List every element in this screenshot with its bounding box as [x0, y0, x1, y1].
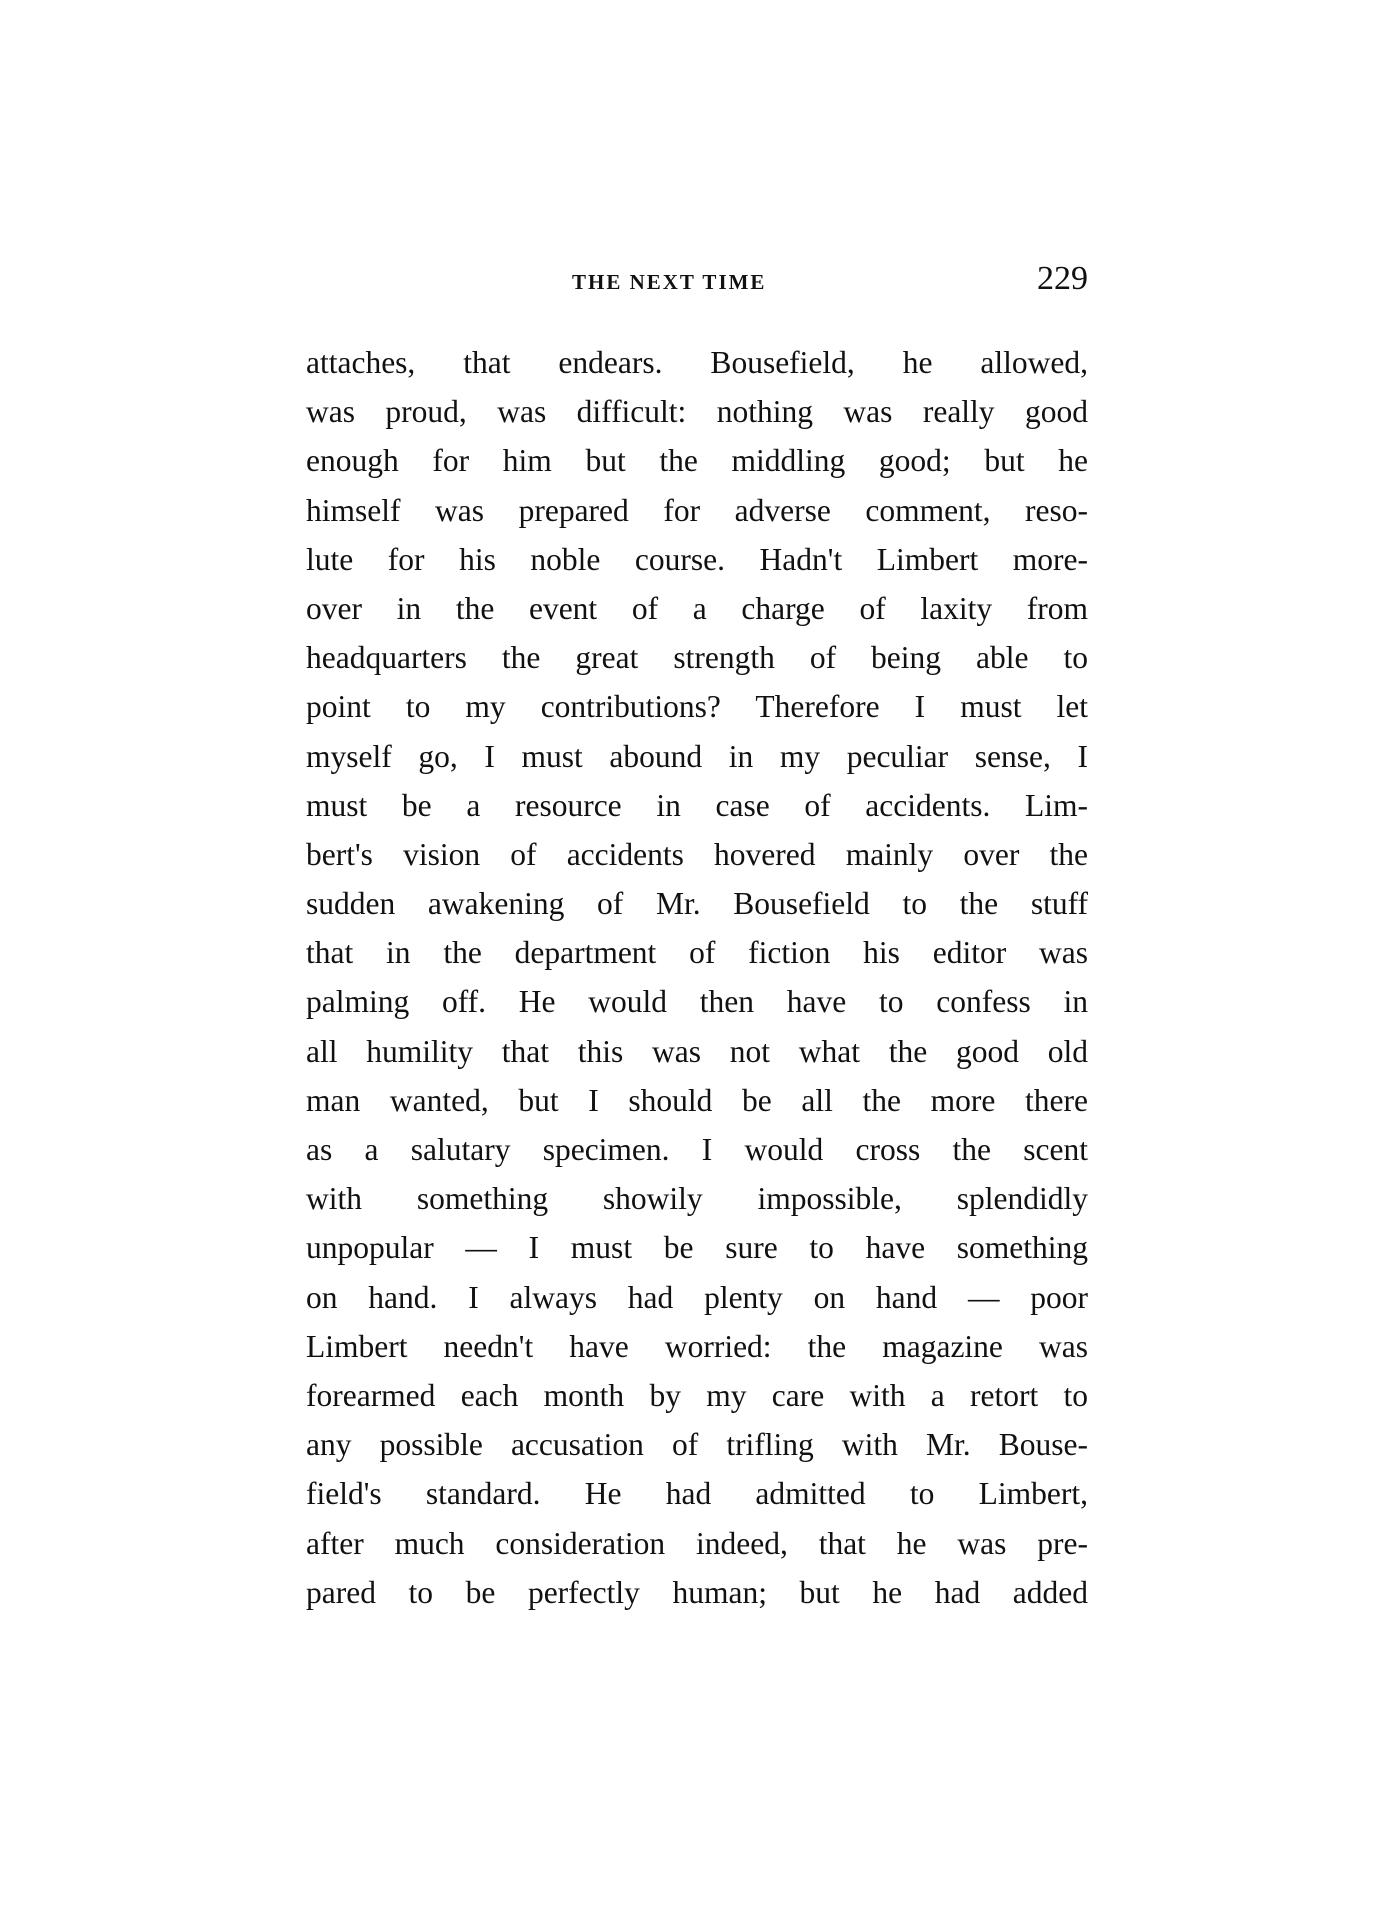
text-line: unpopular — I must be sure to have something: [306, 1230, 1088, 1266]
text-line: pared to be perfectly human; but he had added: [306, 1574, 1088, 1610]
text-line: man wanted, but I should be all the more there: [306, 1082, 1088, 1118]
text-line: as a salutary specimen. I would cross the scent: [306, 1132, 1088, 1167]
running-head: [306, 260, 1088, 306]
text-line: attaches, that endears. Bousefield, he allowed,: [306, 345, 1088, 380]
text-line: field's standard. He had admitted to Limbert,: [306, 1476, 1088, 1512]
text-line: bert's vision of accidents hovered mainly over the: [306, 836, 1088, 872]
text-line: any possible accusation of trifling with Mr. Bouse-: [306, 1427, 1088, 1463]
text-line: sudden awakening of Mr. Bousefield to the stuff: [306, 886, 1088, 922]
text-line: enough for him but the middling good; but he: [306, 443, 1088, 479]
text-line: himself was prepared for adverse comment, reso-: [306, 492, 1088, 528]
text-line: myself go, I must abound in my peculiar sense, I: [306, 738, 1088, 774]
text-line: after much consideration indeed, that he was pre-: [306, 1525, 1088, 1561]
page-number: 229: [1037, 260, 1088, 297]
body-text: [306, 338, 1088, 1617]
text-line: must be a resource in case of accidents. Lim-: [306, 787, 1088, 823]
text-line: with something showily impossible, splendidly: [306, 1181, 1088, 1217]
running-head-title: THE NEXT TIME: [572, 270, 767, 294]
text-line: palming off. He would then have to confess in: [306, 984, 1088, 1020]
text-line: point to my contributions? Therefore I must let: [306, 689, 1088, 725]
text-line: on hand. I always had plenty on hand — poor: [306, 1279, 1088, 1315]
text-line: headquarters the great strength of being able to: [306, 640, 1088, 676]
text-line: forearmed each month by my care with a retort to: [306, 1377, 1088, 1413]
text-line: was proud, was difficult: nothing was really good: [306, 394, 1088, 430]
text-line: Limbert needn't have worried: the magazine was: [306, 1328, 1088, 1364]
text-line: all humility that this was not what the good old: [306, 1033, 1088, 1069]
text-line: lute for his noble course. Hadn't Limbert more-: [306, 541, 1088, 577]
text-line: over in the event of a charge of laxity from: [306, 590, 1088, 626]
text-line: that in the department of fiction his editor was: [306, 935, 1088, 971]
